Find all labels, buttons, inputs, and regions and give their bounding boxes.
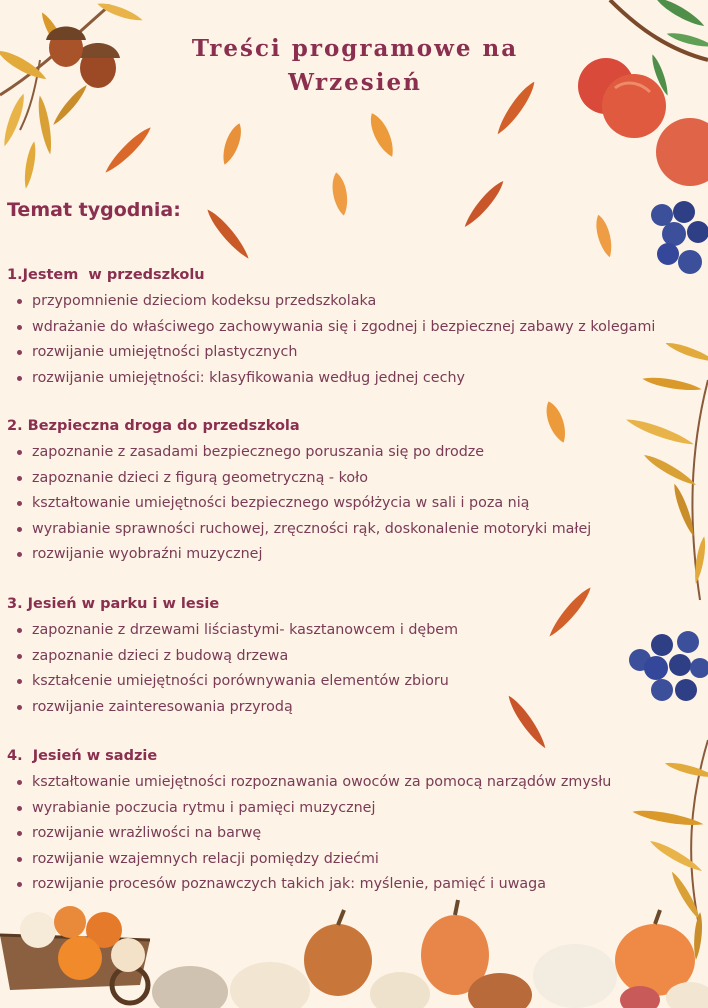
list-item: zapoznanie dzieci z figurą geometryczną - koło: [7, 466, 697, 492]
list-item: wyrabianie sprawności ruchowej, zręczności rąk, doskonalenie motoryki małej: [7, 517, 697, 543]
week-3-section: [7, 592, 697, 720]
list-item: zapoznanie z zasadami bezpiecznego poruszania się po drodze: [7, 440, 697, 466]
week-1-section: [7, 263, 697, 391]
week-topic-list: [7, 770, 697, 898]
week-title: 4. Jesień w sadzie: [7, 748, 158, 764]
list-item: rozwijanie wrażliwości na barwę: [7, 821, 697, 847]
pumpkin-icon: [152, 900, 708, 1008]
week-title: 1.Jestem w przedszkolu: [7, 267, 205, 283]
week-2-section: [7, 414, 697, 568]
page-title-line-1: Treści programowe na: [191, 35, 519, 62]
page-title-line-2: Wrzesień: [288, 69, 422, 96]
acorn-icon: [46, 27, 120, 89]
list-item: rozwijanie procesów poznawczych takich jak: myślenie, pamięć i uwaga: [7, 872, 697, 898]
list-item: zapoznanie dzieci z budową drzewa: [7, 644, 697, 670]
list-item: kształcenie umiejętności porównywania elementów zbioru: [7, 669, 697, 695]
list-item: wyrabianie poczucia rytmu i pamięci muzycznej: [7, 796, 697, 822]
section-heading: Temat tygodnia:: [7, 199, 181, 221]
page-title: [150, 32, 560, 100]
list-item: rozwijanie umiejętności plastycznych: [7, 340, 697, 366]
week-topic-list: [7, 618, 697, 720]
list-item: rozwijanie umiejętności: klasyfikowania według jednej cechy: [7, 366, 697, 392]
week-4-section: [7, 744, 697, 898]
list-item: rozwijanie wyobraźni muzycznej: [7, 542, 697, 568]
list-item: kształtowanie umiejętności rozpoznawania owoców za pomocą narządów zmysłu: [7, 770, 697, 796]
week-title: 3. Jesień w parku i w lesie: [7, 596, 220, 612]
week-topic-list: [7, 440, 697, 568]
list-item: rozwijanie zainteresowania przyrodą: [7, 695, 697, 721]
wheelbarrow-icon: [0, 906, 150, 1003]
list-item: przypomnienie dzieciom kodeksu przedszkolaka: [7, 289, 697, 315]
list-item: zapoznanie z drzewami liściastymi- kasztanowcem i dębem: [7, 618, 697, 644]
list-item: wdrażanie do właściwego zachowywania się i zgodnej i bezpiecznej zabawy z kolegami: [7, 315, 697, 341]
apple-icon: [578, 0, 708, 186]
list-item: kształtowanie umiejętności bezpiecznego współżycia w sali i poza nią: [7, 491, 697, 517]
week-title: 2. Bezpieczna droga do przedszkola: [7, 418, 300, 434]
list-item: rozwijanie wzajemnych relacji pomiędzy dziećmi: [7, 847, 697, 873]
week-topic-list: [7, 289, 697, 391]
